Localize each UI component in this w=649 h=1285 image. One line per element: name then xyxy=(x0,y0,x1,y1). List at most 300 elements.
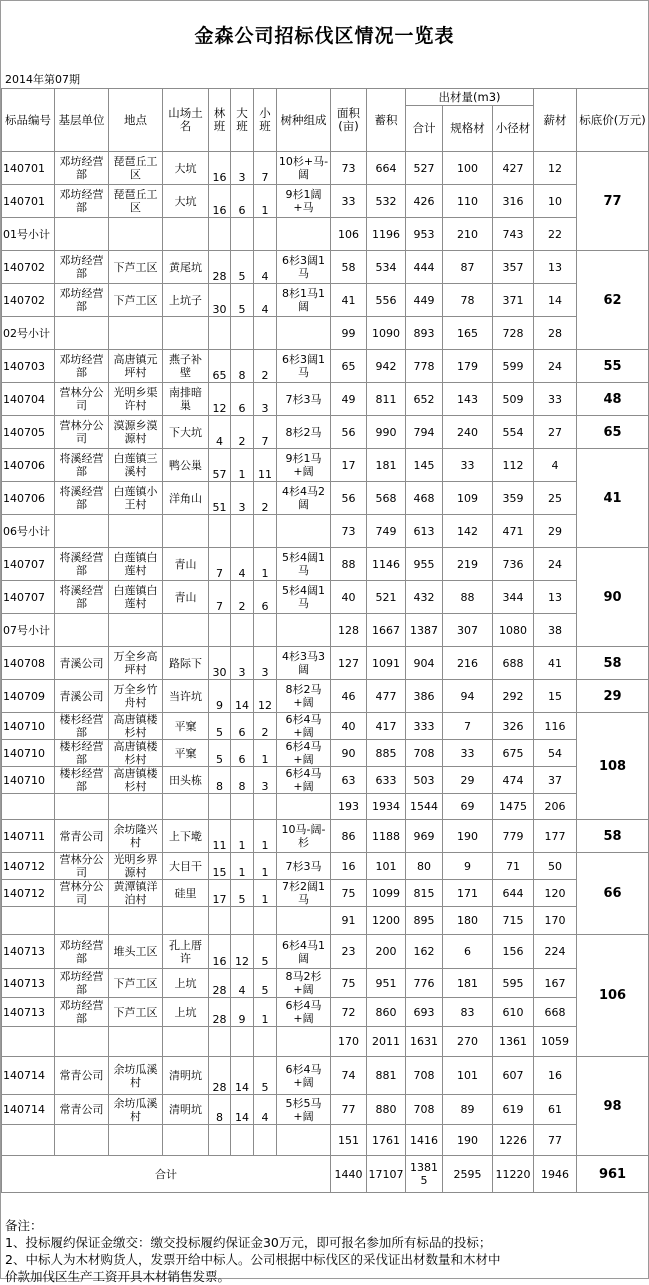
hill-cell: 青山 xyxy=(163,548,209,581)
code-cell: 140703 xyxy=(2,350,55,383)
subtotal-row xyxy=(2,1027,649,1057)
stock-cell: 532 xyxy=(367,185,406,218)
empty-cell xyxy=(277,1125,331,1156)
empty-cell xyxy=(109,614,163,647)
subtotal-label xyxy=(2,1027,55,1057)
header-total: 合计 xyxy=(406,106,443,152)
stock-cell: 1667 xyxy=(367,614,406,647)
empty-cell xyxy=(277,794,331,820)
stock-cell: 1761 xyxy=(367,1125,406,1156)
lin-cell: 8 xyxy=(209,767,231,794)
code-cell: 140706 xyxy=(2,449,55,482)
da-cell: 2 xyxy=(231,416,254,449)
subtotal-row xyxy=(2,317,649,350)
hill-cell: 上下墘 xyxy=(163,820,209,853)
species-cell: 6杉4马+阔 xyxy=(277,998,331,1027)
empty-cell xyxy=(209,907,231,935)
table-row xyxy=(2,1057,649,1095)
stock-cell: 101 xyxy=(367,853,406,880)
spec-cell: 110 xyxy=(443,185,493,218)
empty-cell xyxy=(55,317,109,350)
total-cell: 969 xyxy=(406,820,443,853)
small-cell: 675 xyxy=(493,740,534,767)
area-cell: 90 xyxy=(331,740,367,767)
unit-cell: 营林分公司 xyxy=(55,416,109,449)
stock-cell: 521 xyxy=(367,581,406,614)
da-cell: 8 xyxy=(231,767,254,794)
area-cell: 56 xyxy=(331,482,367,515)
place-cell: 漠源乡漠源村 xyxy=(109,416,163,449)
small-cell: 1475 xyxy=(493,794,534,820)
da-cell: 9 xyxy=(231,998,254,1027)
table-row xyxy=(2,880,649,907)
place-cell: 白莲镇白莲村 xyxy=(109,548,163,581)
stock-cell: 200 xyxy=(367,935,406,969)
species-cell: 6杉3阔1马 xyxy=(277,350,331,383)
unit-cell: 邓坊经营部 xyxy=(55,251,109,284)
da-cell: 12 xyxy=(231,935,254,969)
place-cell: 白莲镇小王村 xyxy=(109,482,163,515)
hill-cell: 下大坑 xyxy=(163,416,209,449)
lin-cell: 7 xyxy=(209,581,231,614)
xiao-cell: 1 xyxy=(254,880,277,907)
fuel-cell: 120 xyxy=(534,880,577,907)
table-row xyxy=(2,416,649,449)
empty-cell xyxy=(209,218,231,251)
hill-cell: 青山 xyxy=(163,581,209,614)
xiao-cell: 4 xyxy=(254,251,277,284)
xiao-cell: 3 xyxy=(254,383,277,416)
area-cell: 86 xyxy=(331,820,367,853)
empty-cell xyxy=(55,515,109,548)
empty-cell xyxy=(231,1125,254,1156)
da-cell: 14 xyxy=(231,1057,254,1095)
table-row xyxy=(2,548,649,581)
fuel-cell: 170 xyxy=(534,907,577,935)
fuel-cell: 61 xyxy=(534,1095,577,1125)
area-cell: 40 xyxy=(331,713,367,740)
empty-cell xyxy=(277,218,331,251)
empty-cell xyxy=(109,218,163,251)
spec-cell: 210 xyxy=(443,218,493,251)
code-cell: 140712 xyxy=(2,880,55,907)
unit-cell: 邓坊经营部 xyxy=(55,350,109,383)
xiao-cell: 1 xyxy=(254,740,277,767)
reserve-price-cell: 66 xyxy=(577,853,649,935)
code-cell: 140710 xyxy=(2,740,55,767)
empty-cell xyxy=(209,1125,231,1156)
fuel-cell: 1946 xyxy=(534,1156,577,1193)
lin-cell: 65 xyxy=(209,350,231,383)
place-cell: 堆头工区 xyxy=(109,935,163,969)
lin-cell: 15 xyxy=(209,853,231,880)
species-cell: 6杉4马+阔 xyxy=(277,767,331,794)
stock-cell: 556 xyxy=(367,284,406,317)
area-cell: 63 xyxy=(331,767,367,794)
reserve-price-cell: 106 xyxy=(577,935,649,1057)
lin-cell: 28 xyxy=(209,1057,231,1095)
area-cell: 99 xyxy=(331,317,367,350)
total-cell: 776 xyxy=(406,969,443,998)
place-cell: 高唐镇楼杉村 xyxy=(109,767,163,794)
spec-cell: 89 xyxy=(443,1095,493,1125)
stock-cell: 1099 xyxy=(367,880,406,907)
table-row xyxy=(2,767,649,794)
total-cell: 426 xyxy=(406,185,443,218)
code-cell: 140709 xyxy=(2,680,55,713)
spec-cell: 270 xyxy=(443,1027,493,1057)
area-cell: 73 xyxy=(331,515,367,548)
code-cell: 140704 xyxy=(2,383,55,416)
header-hill: 山场土名 xyxy=(163,89,209,152)
code-cell: 140706 xyxy=(2,482,55,515)
empty-cell xyxy=(109,1125,163,1156)
hill-cell: 平窠 xyxy=(163,713,209,740)
code-cell: 140712 xyxy=(2,853,55,880)
hill-cell: 孔上厝许 xyxy=(163,935,209,969)
lin-cell: 17 xyxy=(209,880,231,907)
subtotal-label: 06号小计 xyxy=(2,515,55,548)
stock-cell: 880 xyxy=(367,1095,406,1125)
reserve-price-cell: 77 xyxy=(577,152,649,251)
lin-cell: 7 xyxy=(209,548,231,581)
total-cell: 778 xyxy=(406,350,443,383)
area-cell: 58 xyxy=(331,251,367,284)
subtotal-label: 01号小计 xyxy=(2,218,55,251)
lin-cell: 16 xyxy=(209,935,231,969)
table-row xyxy=(2,680,649,713)
reserve-price-cell: 961 xyxy=(577,1156,649,1193)
area-cell: 75 xyxy=(331,969,367,998)
fuel-cell: 177 xyxy=(534,820,577,853)
total-cell: 13815 xyxy=(406,1156,443,1193)
fuel-cell: 10 xyxy=(534,185,577,218)
code-cell: 140710 xyxy=(2,713,55,740)
small-cell: 688 xyxy=(493,647,534,680)
spec-cell: 29 xyxy=(443,767,493,794)
notes xyxy=(5,1217,645,1285)
total-cell: 708 xyxy=(406,1057,443,1095)
da-cell: 6 xyxy=(231,185,254,218)
da-cell: 3 xyxy=(231,482,254,515)
total-cell: 333 xyxy=(406,713,443,740)
empty-cell xyxy=(109,1027,163,1057)
species-cell: 6杉4马1阔 xyxy=(277,935,331,969)
unit-cell: 营林分公司 xyxy=(55,853,109,880)
subtotal-label xyxy=(2,1125,55,1156)
small-cell: 474 xyxy=(493,767,534,794)
total-cell: 708 xyxy=(406,740,443,767)
table-row xyxy=(2,647,649,680)
small-cell: 779 xyxy=(493,820,534,853)
fuel-cell: 28 xyxy=(534,317,577,350)
small-cell: 644 xyxy=(493,880,534,907)
spec-cell: 100 xyxy=(443,152,493,185)
header-place: 地点 xyxy=(109,89,163,152)
empty-cell xyxy=(163,218,209,251)
fuel-cell: 41 xyxy=(534,647,577,680)
place-cell: 下芦工区 xyxy=(109,969,163,998)
hill-cell: 燕子补壁 xyxy=(163,350,209,383)
total-cell: 1631 xyxy=(406,1027,443,1057)
xiao-cell: 1 xyxy=(254,548,277,581)
reserve-price-cell: 90 xyxy=(577,548,649,647)
code-cell: 140710 xyxy=(2,767,55,794)
fuel-cell: 14 xyxy=(534,284,577,317)
area-cell: 46 xyxy=(331,680,367,713)
table-row xyxy=(2,935,649,969)
unit-cell: 将溪经营部 xyxy=(55,581,109,614)
species-cell: 10马-阔-杉 xyxy=(277,820,331,853)
total-cell: 386 xyxy=(406,680,443,713)
empty-cell xyxy=(55,794,109,820)
place-cell: 光明乡渠许村 xyxy=(109,383,163,416)
table-row xyxy=(2,350,649,383)
spec-cell: 33 xyxy=(443,449,493,482)
lin-cell: 11 xyxy=(209,820,231,853)
empty-cell xyxy=(55,907,109,935)
small-cell: 619 xyxy=(493,1095,534,1125)
empty-cell xyxy=(254,515,277,548)
empty-cell xyxy=(277,907,331,935)
stock-cell: 633 xyxy=(367,767,406,794)
total-cell: 527 xyxy=(406,152,443,185)
unit-cell: 将溪经营部 xyxy=(55,548,109,581)
empty-cell xyxy=(109,317,163,350)
hill-cell: 鸭公巢 xyxy=(163,449,209,482)
reserve-price-cell: 65 xyxy=(577,416,649,449)
fuel-cell: 4 xyxy=(534,449,577,482)
table-row xyxy=(2,185,649,218)
grand-total-row xyxy=(2,1156,649,1193)
small-cell: 71 xyxy=(493,853,534,880)
unit-cell: 常青公司 xyxy=(55,1057,109,1095)
empty-cell xyxy=(231,907,254,935)
area-cell: 40 xyxy=(331,581,367,614)
species-cell: 8杉2马+阔 xyxy=(277,680,331,713)
code-cell: 140701 xyxy=(2,185,55,218)
area-cell: 151 xyxy=(331,1125,367,1156)
stock-cell: 990 xyxy=(367,416,406,449)
unit-cell: 楼杉经营部 xyxy=(55,767,109,794)
species-cell: 5杉5马+阔 xyxy=(277,1095,331,1125)
hill-cell: 清明坑 xyxy=(163,1095,209,1125)
subtotal-row xyxy=(2,907,649,935)
small-cell: 427 xyxy=(493,152,534,185)
small-cell: 736 xyxy=(493,548,534,581)
da-cell: 3 xyxy=(231,647,254,680)
da-cell: 4 xyxy=(231,548,254,581)
xiao-cell: 12 xyxy=(254,680,277,713)
species-cell: 6杉4马+阔 xyxy=(277,1057,331,1095)
reserve-price-cell: 48 xyxy=(577,383,649,416)
fuel-cell: 13 xyxy=(534,581,577,614)
xiao-cell: 1 xyxy=(254,998,277,1027)
hill-cell: 上坑 xyxy=(163,998,209,1027)
hill-cell: 大目干 xyxy=(163,853,209,880)
stock-cell: 1090 xyxy=(367,317,406,350)
empty-cell xyxy=(277,515,331,548)
code-cell: 140714 xyxy=(2,1095,55,1125)
code-cell: 140707 xyxy=(2,581,55,614)
stock-cell: 1200 xyxy=(367,907,406,935)
empty-cell xyxy=(254,218,277,251)
header-stock: 蓄积 xyxy=(367,89,406,152)
fuel-cell: 27 xyxy=(534,416,577,449)
area-cell: 56 xyxy=(331,416,367,449)
header-species: 树种组成 xyxy=(277,89,331,152)
da-cell: 3 xyxy=(231,152,254,185)
spec-cell: 181 xyxy=(443,969,493,998)
empty-cell xyxy=(209,1027,231,1057)
header-unit: 基层单位 xyxy=(55,89,109,152)
table-row xyxy=(2,740,649,767)
spec-cell: 179 xyxy=(443,350,493,383)
table-row xyxy=(2,998,649,1027)
empty-cell xyxy=(231,515,254,548)
table-row xyxy=(2,449,649,482)
fuel-cell: 50 xyxy=(534,853,577,880)
note-line: 价款加伐区生产工资开具木材销售发票。 xyxy=(5,1269,231,1284)
total-cell: 468 xyxy=(406,482,443,515)
lin-cell: 51 xyxy=(209,482,231,515)
table-row xyxy=(2,853,649,880)
unit-cell: 邓坊经营部 xyxy=(55,998,109,1027)
spec-cell: 83 xyxy=(443,998,493,1027)
fuel-cell: 37 xyxy=(534,767,577,794)
small-cell: 599 xyxy=(493,350,534,383)
xiao-cell: 6 xyxy=(254,581,277,614)
spec-cell: 101 xyxy=(443,1057,493,1095)
header-area: 面积(亩) xyxy=(331,89,367,152)
spec-cell: 88 xyxy=(443,581,493,614)
da-cell: 5 xyxy=(231,284,254,317)
species-cell: 9杉1阔+马 xyxy=(277,185,331,218)
small-cell: 554 xyxy=(493,416,534,449)
fuel-cell: 54 xyxy=(534,740,577,767)
da-cell: 1 xyxy=(231,853,254,880)
reserve-price-cell: 62 xyxy=(577,251,649,350)
small-cell: 1226 xyxy=(493,1125,534,1156)
hill-cell: 清明坑 xyxy=(163,1057,209,1095)
total-cell: 1416 xyxy=(406,1125,443,1156)
stock-cell: 1934 xyxy=(367,794,406,820)
empty-cell xyxy=(254,317,277,350)
area-cell: 23 xyxy=(331,935,367,969)
reserve-price-cell: 108 xyxy=(577,713,649,820)
da-cell: 4 xyxy=(231,969,254,998)
spec-cell: 190 xyxy=(443,820,493,853)
header-reserve: 标底价(万元) xyxy=(577,89,649,152)
code-cell: 140705 xyxy=(2,416,55,449)
lin-cell: 28 xyxy=(209,998,231,1027)
species-cell: 6杉4马+阔 xyxy=(277,740,331,767)
place-cell: 黄潭镇洋泊村 xyxy=(109,880,163,907)
empty-cell xyxy=(231,1027,254,1057)
empty-cell xyxy=(163,1125,209,1156)
small-cell: 359 xyxy=(493,482,534,515)
species-cell: 6杉4马+阔 xyxy=(277,713,331,740)
unit-cell: 青溪公司 xyxy=(55,680,109,713)
place-cell: 万全乡高坪村 xyxy=(109,647,163,680)
place-cell: 下芦工区 xyxy=(109,284,163,317)
empty-cell xyxy=(254,907,277,935)
xiao-cell: 1 xyxy=(254,853,277,880)
unit-cell: 营林分公司 xyxy=(55,880,109,907)
small-cell: 610 xyxy=(493,998,534,1027)
code-cell: 140707 xyxy=(2,548,55,581)
xiao-cell: 7 xyxy=(254,416,277,449)
area-cell: 170 xyxy=(331,1027,367,1057)
hill-cell: 大坑 xyxy=(163,152,209,185)
small-cell: 1080 xyxy=(493,614,534,647)
fuel-cell: 16 xyxy=(534,1057,577,1095)
unit-cell: 常青公司 xyxy=(55,820,109,853)
table-row xyxy=(2,581,649,614)
stock-cell: 860 xyxy=(367,998,406,1027)
lin-cell: 30 xyxy=(209,647,231,680)
stock-cell: 942 xyxy=(367,350,406,383)
lin-cell: 16 xyxy=(209,185,231,218)
xiao-cell: 2 xyxy=(254,350,277,383)
hill-cell: 路际下 xyxy=(163,647,209,680)
species-cell: 5杉4阔1马 xyxy=(277,548,331,581)
empty-cell xyxy=(163,1027,209,1057)
stock-cell: 885 xyxy=(367,740,406,767)
page-title: 金森公司招标伐区情况一览表 xyxy=(194,25,455,47)
fuel-cell: 12 xyxy=(534,152,577,185)
subtotal-row xyxy=(2,218,649,251)
reserve-price-cell: 58 xyxy=(577,647,649,680)
small-cell: 316 xyxy=(493,185,534,218)
subtotal-row xyxy=(2,614,649,647)
small-cell: 607 xyxy=(493,1057,534,1095)
table-row xyxy=(2,820,649,853)
reserve-price-cell: 55 xyxy=(577,350,649,383)
grand-total-label: 合计 xyxy=(2,1156,331,1193)
stock-cell: 811 xyxy=(367,383,406,416)
empty-cell xyxy=(55,614,109,647)
empty-cell xyxy=(277,317,331,350)
header-fuel: 薪材 xyxy=(534,89,577,152)
code-cell: 140708 xyxy=(2,647,55,680)
small-cell: 715 xyxy=(493,907,534,935)
total-cell: 80 xyxy=(406,853,443,880)
spec-cell: 190 xyxy=(443,1125,493,1156)
empty-cell xyxy=(163,515,209,548)
stock-cell: 951 xyxy=(367,969,406,998)
table-row xyxy=(2,713,649,740)
species-cell: 7杉3马 xyxy=(277,383,331,416)
code-cell: 140713 xyxy=(2,935,55,969)
total-cell: 162 xyxy=(406,935,443,969)
small-cell: 471 xyxy=(493,515,534,548)
area-cell: 41 xyxy=(331,284,367,317)
lin-cell: 8 xyxy=(209,1095,231,1125)
species-cell: 8杉2马 xyxy=(277,416,331,449)
da-cell: 5 xyxy=(231,880,254,907)
header-output: 出材量(m3) xyxy=(406,89,534,106)
period-label: 2014年第07期 xyxy=(5,73,80,86)
xiao-cell: 5 xyxy=(254,1057,277,1095)
area-cell: 74 xyxy=(331,1057,367,1095)
fuel-cell: 206 xyxy=(534,794,577,820)
stock-cell: 881 xyxy=(367,1057,406,1095)
area-cell: 193 xyxy=(331,794,367,820)
area-cell: 72 xyxy=(331,998,367,1027)
empty-cell xyxy=(277,1027,331,1057)
place-cell: 下芦工区 xyxy=(109,251,163,284)
